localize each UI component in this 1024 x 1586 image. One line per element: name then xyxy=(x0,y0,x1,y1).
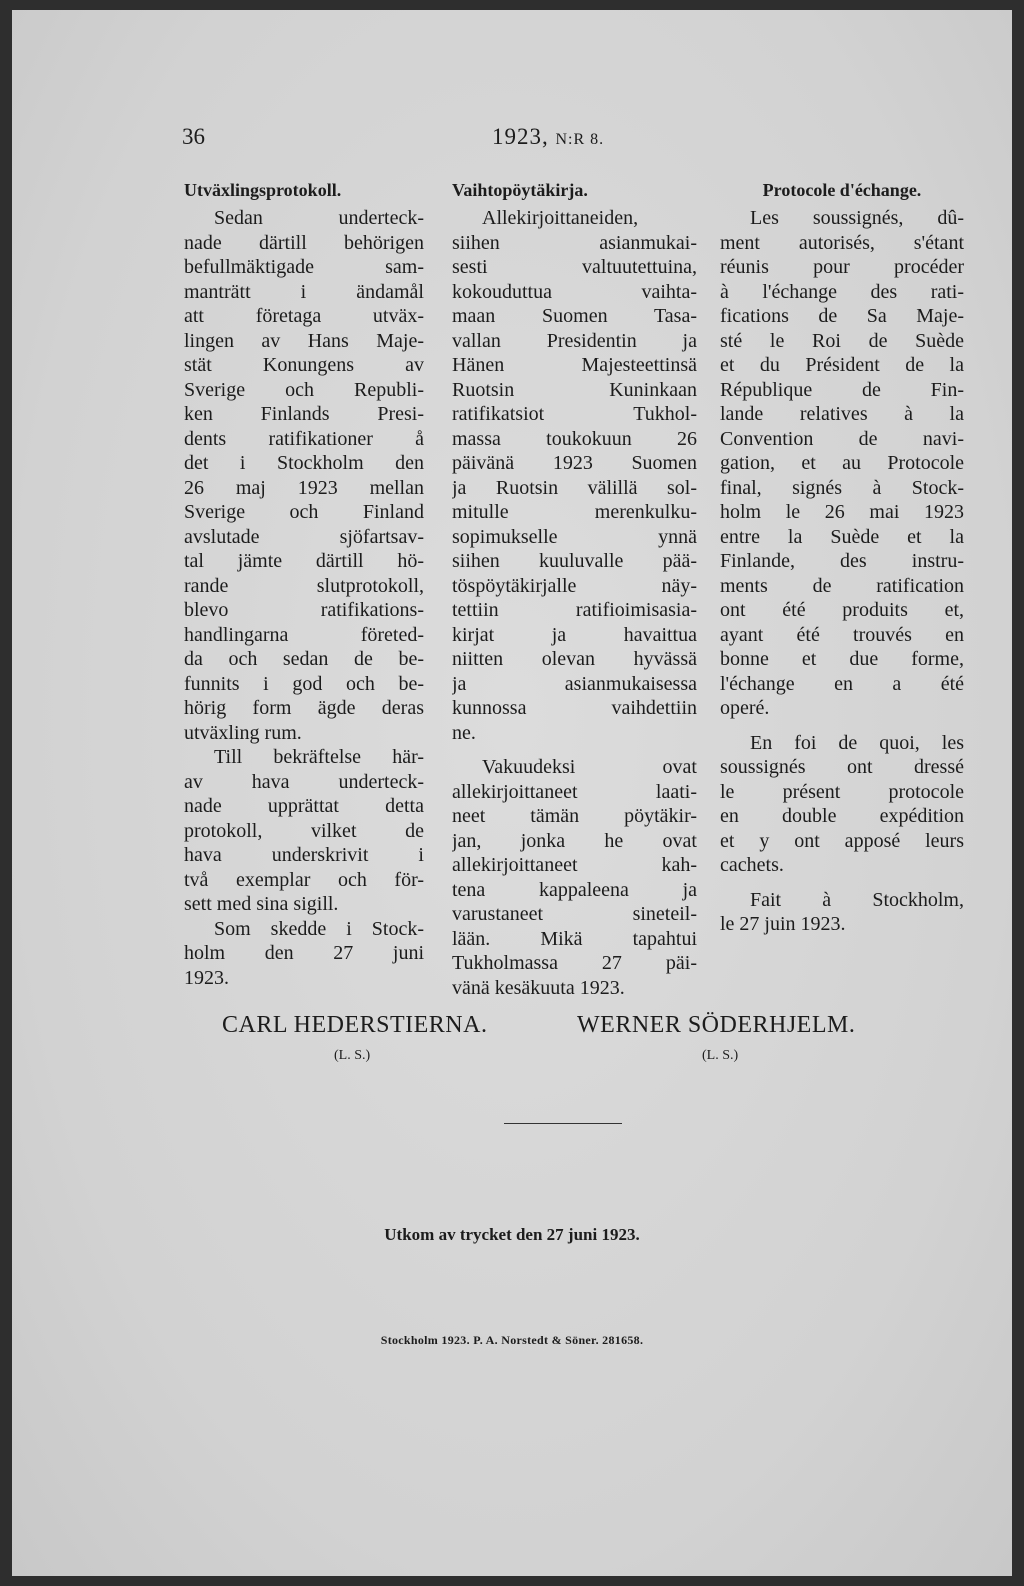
text-line: sesti valtuutettuina, xyxy=(452,256,697,278)
text-line: siihen kuuluvalle pää- xyxy=(452,550,697,572)
text-line: ayant été trouvés en xyxy=(720,623,964,646)
text-line: et y ont apposé leurs xyxy=(720,829,964,852)
text-line: lande relatives à la xyxy=(720,403,964,425)
text-line: töspöytäkirjalle näy- xyxy=(452,574,697,597)
text-line: operé. xyxy=(720,697,770,719)
text-line: Som skedde i Stock- xyxy=(214,917,424,940)
text-line: kokouduttua vaihta- xyxy=(452,280,697,303)
text-line: fications de Sa Maje- xyxy=(720,305,964,327)
text-line: av hava underteck- xyxy=(184,770,424,793)
text-line: Allekirjoittaneiden, xyxy=(482,207,639,229)
text-line: bonne et due forme, xyxy=(720,648,964,670)
paragraph-gap xyxy=(452,745,697,755)
column-heading-french: Protocole d'échange. xyxy=(762,180,922,200)
horizontal-rule xyxy=(504,1123,622,1124)
text-line: gation, et au Protocole xyxy=(720,452,964,474)
text-line: entre la Suède et la xyxy=(720,525,964,548)
text-line: ja asianmukaisessa xyxy=(452,672,697,695)
text-line: ne. xyxy=(452,721,476,744)
text-line: handlingarna företed- xyxy=(184,623,424,646)
text-line: befullmäktigade sam- xyxy=(184,256,424,278)
text-line: två exemplar och för- xyxy=(184,868,424,891)
text-line: da och sedan de be- xyxy=(184,648,424,670)
text-line: hava underskrivit i xyxy=(184,844,424,866)
text-line: Ruotsin Kuninkaan xyxy=(452,378,697,401)
text-line: à l'échange des rati- xyxy=(720,280,964,303)
text-line: ken Finlands Presi- xyxy=(184,403,424,425)
column-french xyxy=(720,206,964,937)
text-line: sett med sina sigill. xyxy=(184,893,339,915)
text-line: Vakuudeksi ovat xyxy=(482,756,697,778)
text-line: neet tämän pöytäkir- xyxy=(452,805,697,827)
text-line: Sedan underteck- xyxy=(214,207,424,229)
seal-mark-right: (L. S.) xyxy=(702,1048,739,1063)
text-line: Convention de navi- xyxy=(720,427,964,450)
text-line: Sverige och Finland xyxy=(184,501,424,523)
text-line: siihen asianmukai- xyxy=(452,231,697,254)
text-line: avslutade sjöfartsav- xyxy=(184,525,424,548)
text-line: ont été produits et, xyxy=(720,599,964,621)
text-line: Hänen Majesteettinsä xyxy=(452,354,697,376)
text-line: niitten olevan hyvässä xyxy=(452,648,697,670)
text-line: det i Stockholm den xyxy=(184,452,424,474)
text-line: rande slutprotokoll, xyxy=(184,574,424,597)
text-line: manträtt i ändamål xyxy=(184,280,424,303)
text-line: jan, jonka he ovat xyxy=(452,829,697,852)
column-swedish xyxy=(184,206,424,990)
text-line: holm den 27 juni xyxy=(184,942,424,964)
text-line: ments de ratification xyxy=(720,574,964,597)
text-line: 26 maj 1923 mellan xyxy=(184,476,424,499)
text-line: funnits i god och be- xyxy=(184,672,424,695)
text-line: et du Président de la xyxy=(720,354,964,376)
text-line: päivänä 1923 Suomen xyxy=(452,452,697,474)
text-line: varustaneet sineteil- xyxy=(452,903,697,925)
text-line: utväxling rum. xyxy=(184,721,302,744)
text-line: sopimukselle ynnä xyxy=(452,525,697,548)
text-line: Sverige och Republi- xyxy=(184,378,424,401)
page-number: 36 xyxy=(182,124,205,149)
text-line: Les soussignés, dû- xyxy=(750,207,964,229)
text-line: l'échange en a été xyxy=(720,672,964,695)
text-line: protokoll, vilket de xyxy=(184,819,424,842)
paragraph-gap xyxy=(720,721,964,731)
text-line: blevo ratifikations- xyxy=(184,599,424,621)
text-line: En foi de quoi, les xyxy=(750,731,964,754)
text-line: Fait à Stockholm, xyxy=(750,888,964,911)
text-line: le 27 juin 1923. xyxy=(720,913,846,935)
text-line: vallan Presidentin ja xyxy=(452,329,697,352)
text-line: att företaga utväx- xyxy=(184,305,424,327)
seal-mark-left: (L. S.) xyxy=(334,1048,371,1063)
text-line: maan Suomen Tasa- xyxy=(452,305,697,327)
publication-note: Utkom av trycket den 27 juni 1923. xyxy=(384,1225,640,1244)
text-line: réunis pour procéder xyxy=(720,256,964,278)
header-issue: N:R 8. xyxy=(555,131,605,148)
text-line: ja Ruotsin välillä sol- xyxy=(452,476,697,499)
text-line: nade därtill behörigen xyxy=(184,231,424,254)
text-line: holm le 26 mai 1923 xyxy=(720,501,964,523)
text-line: dents ratifikationer å xyxy=(184,427,424,450)
text-line: en double expédition xyxy=(720,805,964,827)
column-heading-swedish: Utväxlingsprotokoll. xyxy=(184,180,342,200)
text-line: kunnossa vaihdettiin xyxy=(452,697,697,719)
text-line: le présent protocole xyxy=(720,780,964,803)
column-finnish xyxy=(452,206,697,1000)
text-line: lingen av Hans Maje- xyxy=(184,329,424,352)
text-line: tettiin ratifioimisasia- xyxy=(452,599,697,621)
text-line: Finlande, des instru- xyxy=(720,550,964,572)
text-line: hörig form ägde deras xyxy=(184,697,424,719)
column-heading-finnish: Vaihtopöytäkirja. xyxy=(452,180,588,200)
text-line: mitulle merenkulku- xyxy=(452,501,697,523)
text-line: stät Konungens av xyxy=(184,354,424,376)
text-line: nade upprättat detta xyxy=(184,795,424,817)
text-line: 1923. xyxy=(184,966,229,989)
text-line: ment autorisés, s'étant xyxy=(720,231,964,254)
text-line: vänä kesäkuuta 1923. xyxy=(452,976,625,999)
text-line: soussignés ont dressé xyxy=(720,756,964,778)
text-line: tal jämte därtill hö- xyxy=(184,550,424,572)
text-line: cachets. xyxy=(720,854,784,876)
running-header xyxy=(492,124,604,150)
text-line: allekirjoittaneet kah- xyxy=(452,854,697,876)
text-line: massa toukokuun 26 xyxy=(452,427,697,450)
text-line: République de Fin- xyxy=(720,378,964,401)
paragraph-gap xyxy=(720,878,964,888)
printer-line: Stockholm 1923. P. A. Norstedt & Söner. 281658. xyxy=(380,1333,644,1347)
text-line: allekirjoittaneet laati- xyxy=(452,780,697,803)
signature-hederstierna: CARL HEDERSTIERNA. xyxy=(222,1012,488,1038)
text-line: Till bekräftelse här- xyxy=(214,746,424,768)
text-line: tena kappaleena ja xyxy=(452,878,697,901)
document-page xyxy=(12,10,1012,1576)
text-line: kirjat ja havaittua xyxy=(452,623,697,646)
text-line: Tukholmassa 27 päi- xyxy=(452,952,697,974)
text-line: final, signés à Stock- xyxy=(720,476,964,499)
signature-soderhjelm: WERNER SÖDERHJELM. xyxy=(577,1012,856,1038)
text-line: sté le Roi de Suède xyxy=(720,329,964,352)
text-line: ratifikatsiot Tukhol- xyxy=(452,403,697,425)
text-line: lään. Mikä tapahtui xyxy=(452,927,697,950)
header-year: 1923, xyxy=(492,124,549,149)
